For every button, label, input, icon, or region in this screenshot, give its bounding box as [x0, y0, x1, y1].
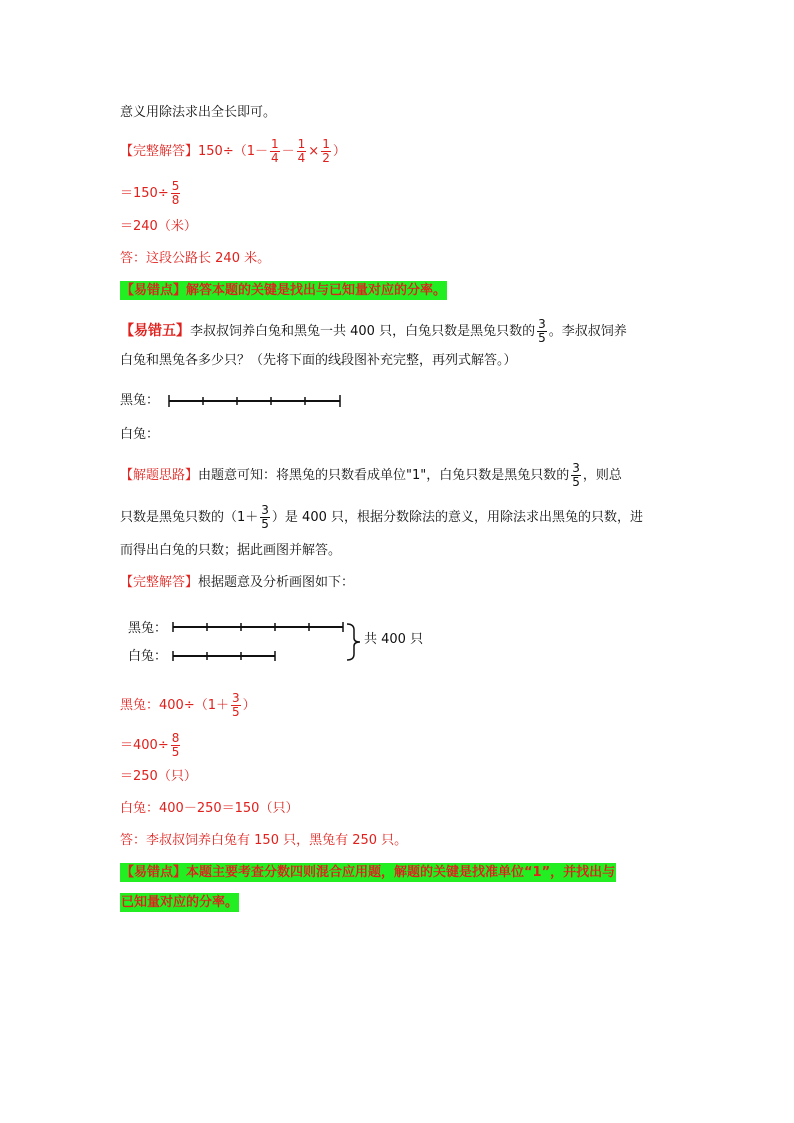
fraction [270, 138, 280, 165]
rabbit-segment-diagram [168, 618, 368, 668]
white-equation [120, 800, 298, 818]
numerator: 5 [171, 179, 180, 193]
error-point-highlight: 【易错点】本题主要考查分数四则混合应用题，解题的关键是找准单位“1”，并找出与 [121, 865, 616, 880]
black-rabbit-label: 黑兔： [120, 393, 160, 408]
diagram-label-text: 黑兔： [128, 621, 168, 636]
question-label: 【易错五】 [120, 323, 190, 339]
question-text: 李叔叔饲养白兔和黑兔一共 400 只，白兔只数是黑兔只数的 [190, 324, 536, 339]
numerator: 1 [322, 137, 330, 151]
answer-text: 这段公路长 240 米。 [146, 251, 271, 266]
idea-text: 由题意可知：将黑兔的只数看成单位"1"，白兔只数是黑兔只数的 [198, 468, 570, 483]
diagram-label-text: 白兔： [128, 649, 168, 664]
numerator: 3 [261, 503, 269, 517]
denominator: 5 [572, 475, 580, 489]
numerator: 8 [171, 731, 180, 745]
idea-text: ）是 400 只，根据分数除法的意义，用除法求出黑兔的只数，进 [271, 510, 643, 525]
numerator: 1 [297, 137, 306, 151]
numerator: 1 [271, 137, 279, 151]
solution-label: 【完整解答】 [120, 144, 199, 159]
idea-line-2 [120, 504, 643, 531]
black-equation-2 [120, 732, 182, 759]
eq-text: ＝250（只） [120, 769, 197, 784]
diagram-black-label [128, 620, 167, 638]
eq-text: ） [242, 698, 256, 713]
error-point-highlight: 【易错点】解答本题的关键是找出与已知量对应的分率。 [121, 283, 447, 298]
black-equation-1 [120, 692, 256, 719]
idea-label: 【解题思路】 [120, 468, 199, 483]
white-rabbit-label: 白兔： [120, 427, 160, 442]
fraction [231, 692, 241, 719]
solution-1-equation-1 [120, 138, 346, 165]
eq-text: ＝240（米） [120, 219, 197, 234]
fraction [321, 138, 331, 165]
white-rabbit-bar [173, 651, 275, 661]
black-rabbit-segment-line [166, 393, 346, 409]
denominator: 4 [271, 151, 279, 165]
idea-text: 而得出白兔的只数；据此画图并解答。 [120, 543, 342, 558]
fraction [537, 318, 547, 345]
fraction [571, 462, 581, 489]
eq-text: ＝400÷ [120, 738, 169, 753]
diagram-white-label [128, 648, 167, 666]
answer-label: 答： [120, 251, 147, 266]
operator: － [281, 144, 295, 159]
fraction [171, 180, 181, 207]
black-equation-3 [120, 768, 197, 786]
answer-1 [120, 250, 270, 268]
numerator: 3 [572, 461, 580, 475]
tip-1 [120, 282, 447, 300]
eq-text: 150÷（1－ [198, 144, 268, 159]
black-rabbit-row [120, 392, 159, 410]
intro-text: 意义用除法求出全长即可。 [120, 105, 277, 120]
eq-label: 白兔： [120, 801, 160, 816]
solution-label: 【完整解答】 [120, 575, 199, 590]
answer-2 [120, 832, 407, 850]
eq-text: 400÷（1＋ [159, 698, 229, 713]
eq-label: 黑兔： [120, 698, 160, 713]
total-brace [347, 624, 360, 660]
denominator: 4 [297, 151, 306, 165]
denominator: 5 [232, 705, 240, 719]
eq-text: ＝150÷ [120, 186, 169, 201]
denominator: 5 [171, 745, 180, 759]
error-point-highlight: 已知量对应的分率。 [121, 895, 239, 910]
question-5-line-2 [120, 352, 517, 370]
idea-text: 只数是黑兔只数的（1＋ [120, 510, 259, 525]
eq-text: 400－250＝150（只） [159, 801, 299, 816]
white-rabbit-row [120, 426, 159, 444]
solution-1-equation-3 [120, 218, 197, 236]
diagram-total-label [364, 631, 423, 649]
denominator: 5 [538, 331, 546, 345]
intro-line [120, 104, 276, 122]
fraction [171, 732, 181, 759]
idea-line-1 [120, 462, 622, 489]
numerator: 3 [538, 317, 546, 331]
answer-label: 答： [120, 833, 147, 848]
fraction [260, 504, 270, 531]
tip-2-line-2 [120, 894, 239, 912]
denominator: 8 [171, 193, 180, 207]
question-5-line-1 [120, 318, 627, 345]
eq-text: ） [332, 144, 346, 159]
black-rabbit-bar [173, 622, 343, 632]
question-text: 白兔和黑兔各多少只？（先将下面的线段图补充完整，再列式解答。） [120, 353, 517, 368]
idea-line-3 [120, 542, 341, 560]
denominator: 5 [261, 517, 269, 531]
question-text: 。李叔叔饲养 [548, 324, 627, 339]
operator: × [308, 144, 320, 159]
idea-text: ，则总 [582, 468, 622, 483]
fraction [297, 138, 307, 165]
solution-1-equation-2 [120, 180, 182, 207]
numerator: 3 [232, 691, 240, 705]
diagram-total-text: 共 400 只 [364, 632, 424, 647]
answer-text: 李叔叔饲养白兔有 150 只，黑兔有 250 只。 [146, 833, 408, 848]
solution-text: 根据题意及分析画图如下： [198, 575, 355, 590]
solution-2-intro [120, 574, 354, 592]
tip-2-line-1 [120, 864, 616, 882]
denominator: 2 [322, 151, 330, 165]
